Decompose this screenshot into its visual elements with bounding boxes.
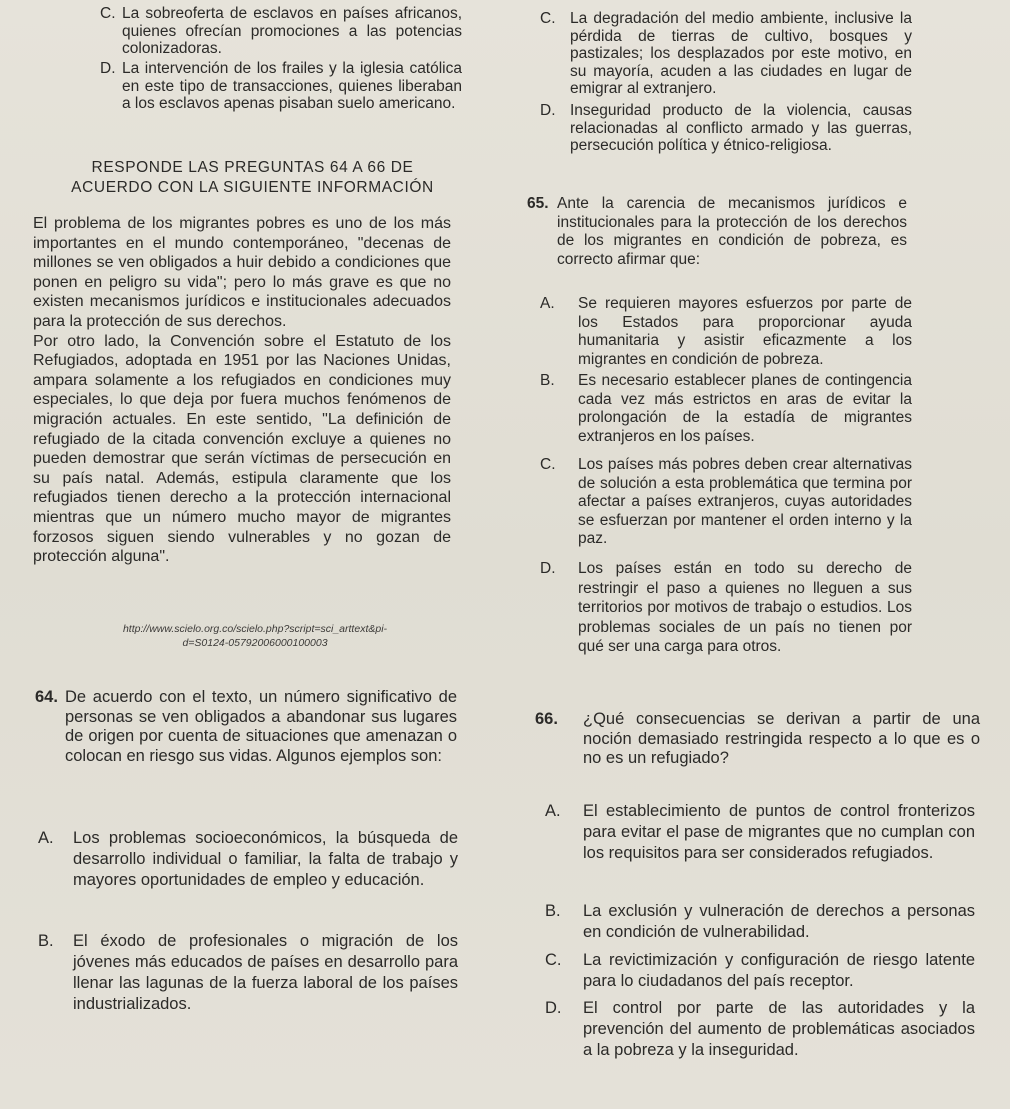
prev-question-option-c: C. La sobreoferta de esclavos en países africanos, quienes ofrecían promociones a las potencias colonizadoras.: [100, 5, 462, 57]
question-64-text: De acuerdo con el texto, un número significativo de personas se ven obligados a abandonar sus lugares de origen por cuenta de situaciones que amenazan o colocan en riesgo sus vidas. Algunos ejemplos son:: [65, 688, 457, 765]
question-64: [35, 688, 457, 766]
question-66-option-a[interactable]: A. El establecimiento de puntos de control fronterizos para evitar el pase de migrantes que no cumplan con los requisitos para ser considerados refugiados.: [545, 802, 975, 862]
question-66-option-c[interactable]: C. La revictimización y configuración de riesgo latente para lo ciudadanos del país receptor.: [545, 951, 975, 990]
prev-question-option-d: D. La intervención de los frailes y la iglesia católica en este tipo de transacciones, quienes liberaban a los esclavos apenas pisaban suelo americano.: [100, 60, 462, 112]
question-66-number: 66.: [535, 710, 558, 728]
passage-paragraph-1: El problema de los migrantes pobres es uno de los más importantes en el mundo contemporáneo, "decenas de millones se ven obligados a huir debido a condiciones que ponen en peligro su vida"; pero lo más grave es que no existen mecanismos jurídicos e institucionales adecuados para la protección de sus derechos.: [33, 215, 451, 330]
question-65-text: Ante la carencia de mecanismos jurídicos e institucionales para la protección de los derechos de los migrantes en condición de pobreza, es correcto afirmar que:: [557, 195, 907, 268]
question-65: [527, 195, 907, 269]
question-66-option-b[interactable]: B. La exclusión y vulneración de derechos a personas en condición de vulnerabilidad.: [545, 902, 975, 941]
citation-line-1: http://www.scielo.org.co/scielo.php?script=sci_arttext&pi-: [122, 623, 388, 635]
reading-passage: [33, 214, 451, 567]
question-64-option-b[interactable]: B. El éxodo de profesionales o migración de los jóvenes más educados de países en desarrollo para llenar las lagunas de la fuerza laboral de los países industrializados.: [38, 932, 458, 1013]
question-65-option-d[interactable]: D. Los países están en todo su derecho de restringir el paso a quienes no lleguen a sus territorios por motivos de trabajo o estudios. Los problemas sociales de un país no tienen por qué ser una carga para otros.: [540, 560, 912, 655]
source-citation: [90, 622, 420, 650]
passage-paragraph-2: Por otro lado, la Convención sobre el Estatuto de los Refugiados, adoptada en 1951 por las Naciones Unidas, ampara solamente a los refugiados en condiciones muy especiales, lo que deja por fuera muchos fenómenos de migración actuales. En este sentido, "La definición de refugiado de la citada convención excluye a quienes no pueden demostrar que serán víctimas de persecución en su país natal. Además, estipula claramente que los refugiados tienen derecho a la protección internacional mientras que un número mucho mayor de migrantes forzosos siguen siendo vulnerables y no gozan de protección alguna".: [33, 332, 451, 566]
prev-question-option-d-right: D. Inseguridad producto de la violencia, causas relacionadas al conflicto armado y las guerras, persecución política y étnico-religiosa.: [540, 102, 912, 154]
question-66: [535, 710, 980, 769]
question-65-number: 65.: [527, 195, 549, 212]
citation-line-2: d=S0124-05792006000100003: [182, 637, 328, 649]
section-heading-line1: RESPONDE LAS PREGUNTAS 64 A 66 DE: [91, 159, 414, 176]
prev-question-option-c-right: C. La degradación del medio ambiente, inclusive la pérdida de tierras de cultivo, bosques y pastizales; los desplazados por este motivo, en su mayoría, acuden a las ciudades en lugar de emigrar al extranjero.: [540, 10, 912, 97]
question-64-number: 64.: [35, 688, 58, 706]
section-heading-line2: ACUERDO CON LA SIGUIENTE INFORMACIÓN: [71, 179, 434, 196]
section-heading: [40, 158, 465, 198]
question-65-option-c[interactable]: C. Los países más pobres deben crear alternativas de solución a esta problemática que termina por afectar a países extranjeros, cuyas autoridades se esfuerzan por mantener el orden interno y la paz.: [540, 456, 912, 547]
question-65-option-b[interactable]: B. Es necesario establecer planes de contingencia cada vez más estrictos en aras de evitar la prolongación de la estadía de migrantes extranjeros en los países.: [540, 372, 912, 445]
question-65-option-a[interactable]: A. Se requieren mayores esfuerzos por parte de los Estados para proporcionar ayuda humanitaria y asistir eficazmente a los migrantes en condición de pobreza.: [540, 295, 912, 368]
question-66-option-d[interactable]: D. El control por parte de las autoridades y la prevención del aumento de problemáticas asociados a la pobreza y la inseguridad.: [545, 999, 975, 1059]
question-64-option-a[interactable]: A. Los problemas socioeconómicos, la búsqueda de desarrollo individual o familiar, la falta de trabajo y mayores oportunidades de empleo y educación.: [38, 829, 458, 889]
question-66-text: ¿Qué consecuencias se derivan a partir de una noción demasiado restringida respecto a lo que es o no es un refugiado?: [583, 710, 980, 767]
